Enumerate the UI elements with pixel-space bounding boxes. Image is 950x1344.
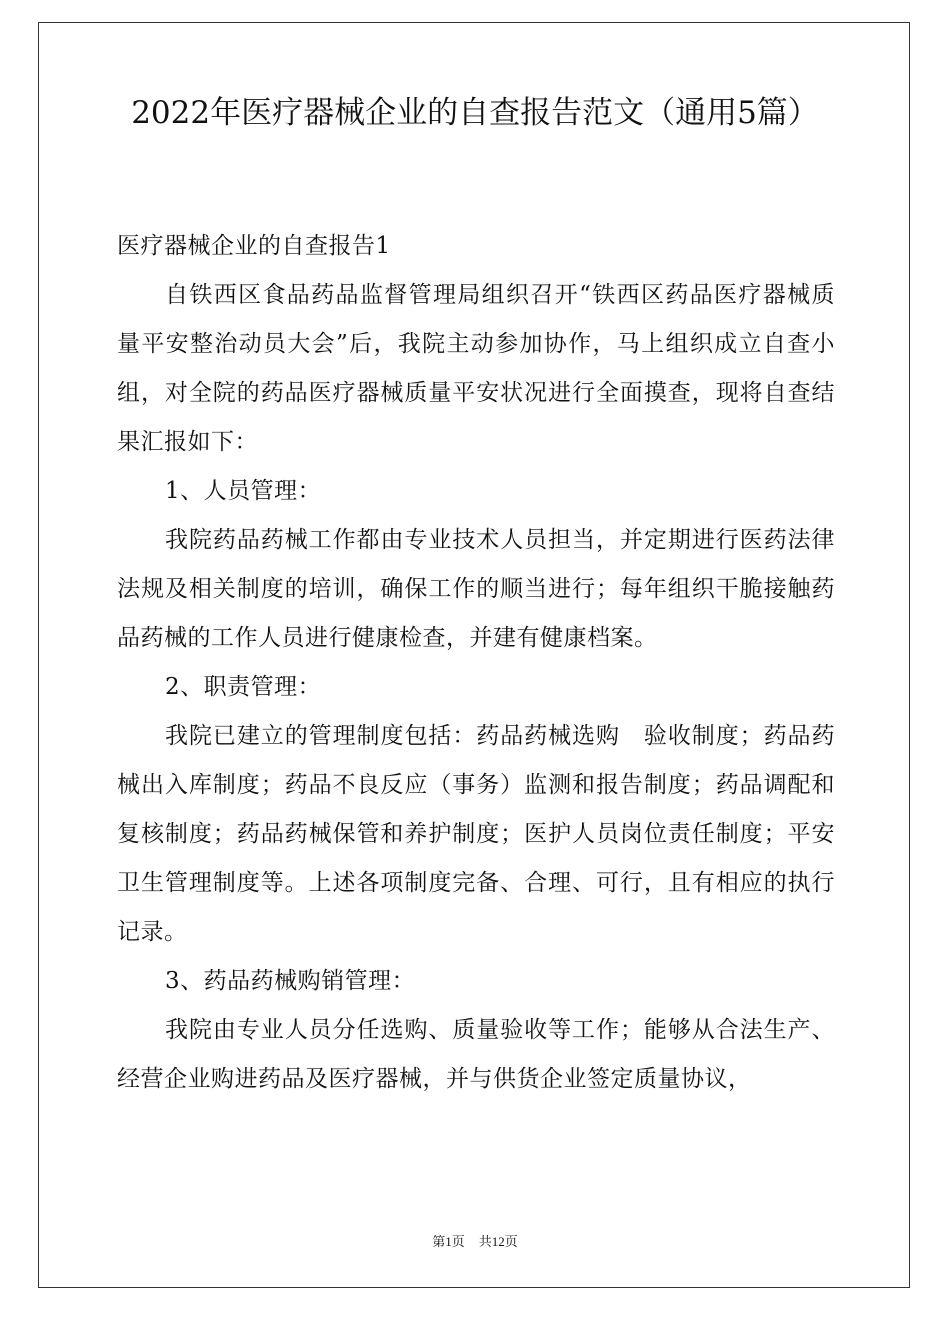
document-title: 2022年医疗器械企业的自查报告范文（通用5篇） (131, 95, 819, 131)
document-body (117, 222, 835, 1104)
body-paragraph: 我院已建立的管理制度包括：药品药械选购 验收制度；药品药械出入库制度；药品不良反应（事务）监测和报告制度；药品调配和复核制度；药品药械保管和养护制度；医护人员岗位责任制度；平安卫生管理制度等。上述各项制度完备、合理、可行，且有相应的执行记录。 (117, 723, 835, 945)
subheading-responsibility: 2、职责管理： (165, 674, 322, 700)
page-total: 共12页 (478, 1234, 518, 1249)
page-number: 第1页 (432, 1234, 465, 1249)
body-paragraph: 自铁西区食品药品监督管理局组织召开“铁西区药品医疗器械质量平安整治动员大会”后，我院主动参加协作，马上组织成立自查小组，对全院的药品医疗器械质量平安状况进行全面摸查，现将自查结果汇报如下： (117, 282, 835, 455)
section-heading: 医疗器械企业的自查报告1 (117, 233, 391, 259)
body-paragraph: 我院药品药械工作都由专业技术人员担当，并定期进行医药法律法规及相关制度的培训，确保工作的顺当进行；每年组织干脆接触药品药械的工作人员进行健康检查，并建有健康档案。 (117, 527, 835, 651)
body-paragraph: 我院由专业人员分任选购、质量验收等工作；能够从合法生产、经营企业购进药品及医疗器械，并与供货企业签定质量协议， (117, 1017, 835, 1092)
subheading-procurement: 3、药品药械购销管理： (165, 968, 416, 994)
page-footer (0, 1232, 950, 1252)
subheading-personnel: 1、人员管理： (165, 478, 322, 504)
